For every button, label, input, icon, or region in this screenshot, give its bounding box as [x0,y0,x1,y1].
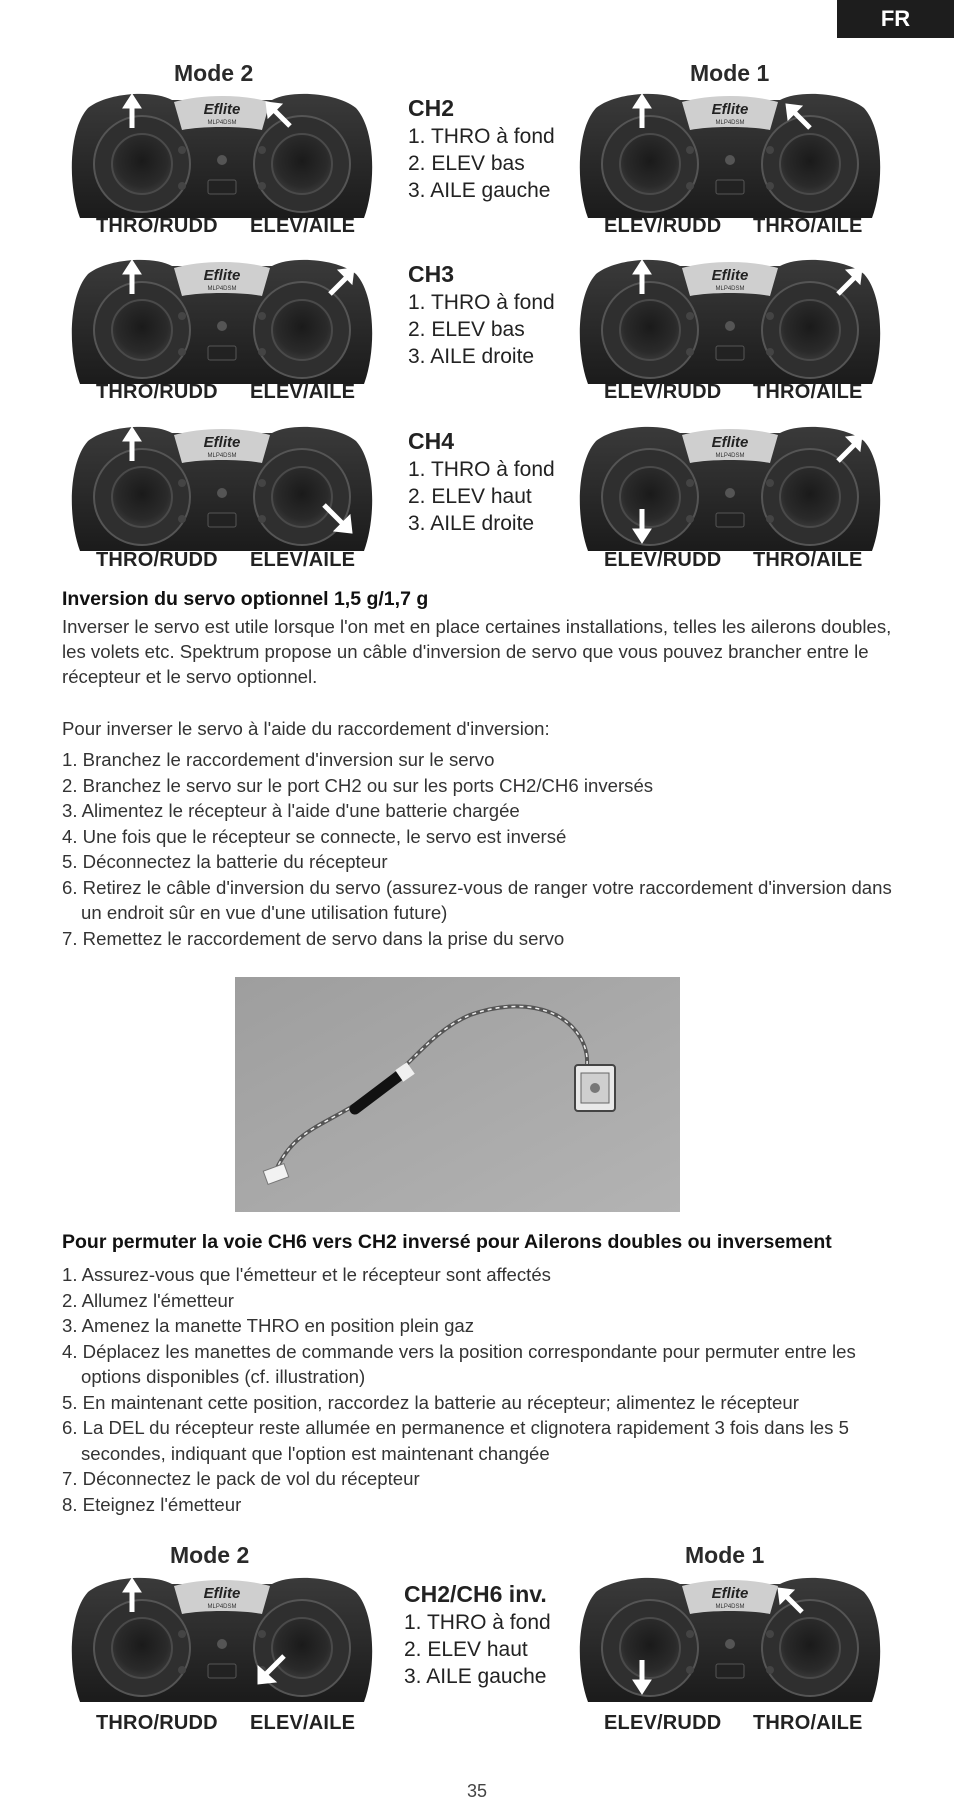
label-thro-aile: THRO/AILE [753,549,863,571]
transmitter-mode2-ch4 [62,423,382,551]
label-thro-rudd: THRO/RUDD [96,549,218,571]
transmitter-logo: Eflite [711,101,749,118]
mode1-title: Mode 1 [685,1542,765,1568]
transmitter-mode1-ch26 [570,1574,890,1702]
transmitter-model: MLP4DSM [207,453,237,459]
list-item: 7. Remettez le raccordement de servo dans la prise du servo [62,927,565,949]
ch26-line: 1. THRO à fond [404,1611,551,1634]
ch4-line: 3. AILE droite [408,512,535,535]
label-thro-aile: THRO/AILE [753,381,863,403]
list-item: 2. Branchez le servo sur le port CH2 ou sur les ports CH2/CH6 inversés [62,774,654,796]
ch4-title: CH4 [408,428,455,454]
ch3-title: CH3 [408,261,455,287]
label-elev-aile: ELEV/AILE [250,381,356,403]
list-item: 6. Retirez le câble d'inversion du servo (assurez-vous de ranger votre raccordement d'inversion dans un endroit sûr en vue d'une utilisation future) [62,876,892,923]
list-item: 7. Déconnectez le pack de vol du récepteur [62,1468,420,1489]
list-item: 3. Amenez la manette THRO en position plein gaz [62,1315,475,1336]
transmitter-model: MLP4DSM [715,453,745,459]
ch4-line: 1. THRO à fond [408,458,555,481]
label-elev-rudd: ELEV/RUDD [604,1712,722,1734]
list-item: 4. Une fois que le récepteur se connecte, le servo est inversé [62,825,567,847]
ch2-line: 2. ELEV bas [408,152,525,175]
transmitter-logo: Eflite [203,1585,241,1602]
transmitter-mode2-ch2 [62,90,382,218]
transmitter-model: MLP4DSM [715,1604,745,1610]
mode1-title: Mode 1 [690,60,770,86]
servo-cable-photo [235,977,680,1212]
ch2-line: 3. AILE gauche [408,179,551,202]
transmitter-model: MLP4DSM [715,286,745,292]
transmitter-mode2-ch3 [62,256,382,384]
label-thro-rudd: THRO/RUDD [96,1712,218,1734]
switch-section-title: Pour permuter la voie CH6 vers CH2 inversé pour Ailerons doubles ou inversement [62,1231,832,1253]
page-number: 35 [466,1781,488,1801]
label-elev-rudd: ELEV/RUDD [604,549,722,571]
list-item: 6. La DEL du récepteur reste allumée en permanence et clignotera rapidement 3 fois dans les 5 secondes, indiquant que l'option est maintenant changée [62,1417,849,1464]
ch2-settings [408,94,555,204]
label-elev-aile: ELEV/AILE [250,1712,356,1734]
ch4-line: 2. ELEV haut [408,485,532,508]
label-elev-aile: ELEV/AILE [250,549,356,571]
transmitter-model: MLP4DSM [715,120,745,126]
transmitter-model: MLP4DSM [207,286,237,292]
ch26-title: CH2/CH6 inv. [404,1581,547,1607]
label-thro-rudd: THRO/RUDD [96,215,218,237]
language-tab: FR [837,0,954,38]
list-item: 1. Branchez le raccordement d'inversion sur le servo [62,749,495,770]
ch26-settings [404,1580,551,1690]
label-elev-rudd: ELEV/RUDD [604,215,722,237]
transmitter-logo: Eflite [203,101,241,118]
switch-steps-list [62,1262,902,1517]
servo-intro-line: Inverser le servo est utile lorsque l'on met en place certaines installations, telles les ailerons doubles, [62,616,892,637]
ch26-line: 3. AILE gauche [404,1665,547,1688]
transmitter-logo: Eflite [203,434,241,451]
servo-lead: Pour inverser le servo à l'aide du raccordement d'inversion: [62,718,550,739]
list-item: 5. En maintenant cette position, raccordez la batterie au récepteur; alimentez le récepteur [62,1391,799,1413]
transmitter-model: MLP4DSM [207,120,237,126]
servo-section-title: Inversion du servo optionnel 1,5 g/1,7 g [62,588,429,610]
label-thro-rudd: THRO/RUDD [96,381,218,403]
label-thro-aile: THRO/AILE [753,1712,863,1734]
list-item: 5. Déconnectez la batterie du récepteur [62,851,388,872]
ch2-line: 1. THRO à fond [408,125,555,148]
ch26-line: 2. ELEV haut [404,1638,528,1661]
ch2-title: CH2 [408,95,455,121]
servo-intro-line: les volets etc. Spektrum propose un câble d'inversion de servo que vous pouvez brancher entre le [62,641,869,662]
mode2-title: Mode 2 [174,60,254,86]
transmitter-mode1-ch3 [570,256,890,384]
ch3-line: 1. THRO à fond [408,291,555,314]
list-item: 4. Déplacez les manettes de commande vers la position correspondante pour permuter entre les options disponibles (cf. illustration) [62,1340,856,1387]
transmitter-mode2-ch26 [62,1574,382,1702]
ch3-line: 2. ELEV bas [408,318,525,341]
servo-intro-line: récepteur et le servo optionnel. [62,666,318,687]
label-elev-aile: ELEV/AILE [250,215,356,237]
ch3-settings [408,260,555,370]
list-item: 1. Assurez-vous que l'émetteur et le récepteur sont affectés [62,1264,551,1285]
transmitter-mode1-ch4 [570,423,890,551]
transmitter-mode1-ch2 [570,90,890,218]
list-item: 2. Allumez l'émetteur [62,1289,235,1311]
list-item: 3. Alimentez le récepteur à l'aide d'une batterie chargée [62,800,520,821]
list-item: 8. Eteignez l'émetteur [62,1493,242,1515]
servo-steps-list [62,747,902,951]
servo-intro [62,614,902,689]
ch3-line: 3. AILE droite [408,345,535,368]
label-thro-aile: THRO/AILE [753,215,863,237]
transmitter-model: MLP4DSM [207,1604,237,1610]
transmitter-logo: Eflite [711,434,749,451]
mode2-title: Mode 2 [170,1542,250,1568]
transmitter-logo: Eflite [711,267,749,284]
ch4-settings [408,427,555,537]
transmitter-logo: Eflite [711,1585,749,1602]
label-elev-rudd: ELEV/RUDD [604,381,722,403]
transmitter-logo: Eflite [203,267,241,284]
